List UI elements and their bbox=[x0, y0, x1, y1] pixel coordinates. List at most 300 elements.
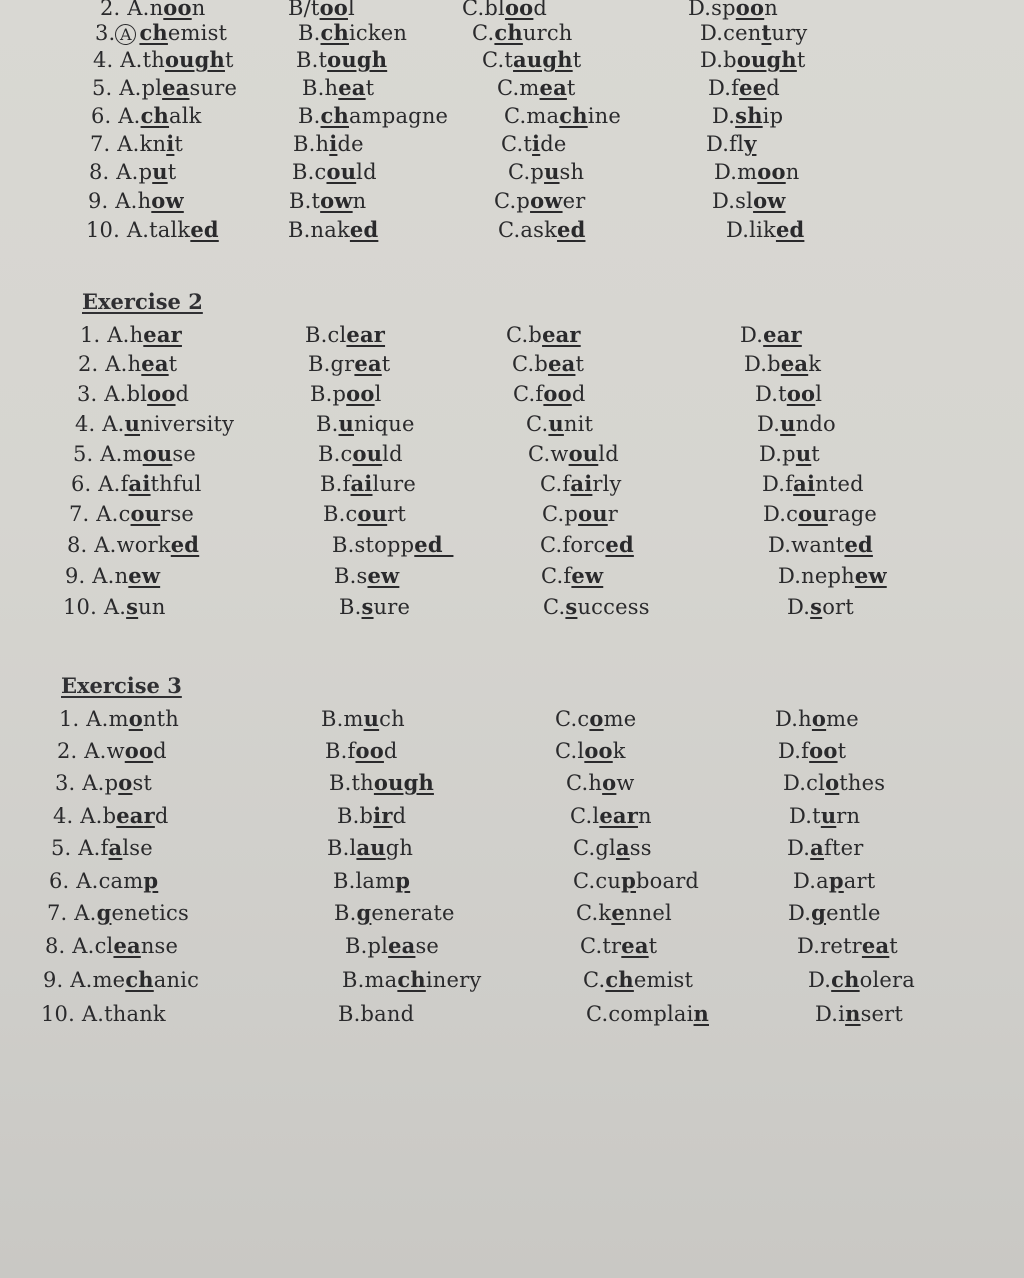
answer-option bbox=[302, 74, 374, 102]
exercise-1-item-row bbox=[0, 74, 1024, 104]
underlined-sound: ear bbox=[346, 322, 386, 347]
underlined-sound: ou bbox=[798, 501, 828, 526]
exercise-1-item-row bbox=[0, 19, 1024, 49]
option-label: C. bbox=[497, 76, 520, 100]
word-part: t bbox=[365, 76, 375, 100]
option-label: C. bbox=[526, 412, 549, 436]
word-part: a bbox=[816, 869, 829, 893]
answer-option bbox=[712, 102, 783, 130]
word-part: p bbox=[104, 771, 119, 795]
word-part: h bbox=[137, 189, 152, 213]
word-part: b bbox=[102, 804, 117, 828]
word-part: t bbox=[167, 160, 177, 184]
exercise-2-item-row bbox=[0, 562, 1024, 592]
option-label: B. bbox=[334, 901, 357, 925]
answer-option bbox=[555, 737, 626, 765]
option-label: B. bbox=[329, 771, 352, 795]
word-part: sert bbox=[860, 1002, 904, 1026]
underlined-sound: ou bbox=[326, 159, 357, 184]
underlined-sound: u bbox=[548, 411, 564, 436]
option-label: C. bbox=[501, 132, 524, 156]
word-part: alk bbox=[169, 104, 202, 128]
underlined-sound: ed bbox=[170, 532, 200, 557]
option-label: D. bbox=[789, 804, 813, 828]
option-label: 1. A. bbox=[59, 707, 109, 731]
answer-option bbox=[69, 500, 194, 528]
option-label: C. bbox=[583, 968, 606, 992]
option-label: 3. A. bbox=[77, 382, 127, 406]
option-label: B. bbox=[339, 595, 362, 619]
word-part: thes bbox=[839, 771, 886, 795]
option-label: D. bbox=[815, 1002, 839, 1026]
option-label: C. bbox=[498, 218, 521, 242]
answer-option bbox=[778, 562, 887, 590]
underlined-sound: sh bbox=[735, 103, 763, 128]
underlined-sound: ed_ bbox=[414, 532, 454, 557]
word-part: t bbox=[310, 0, 320, 20]
word-part: th bbox=[351, 771, 374, 795]
option-label: 6. A. bbox=[71, 472, 121, 496]
underlined-sound: ea bbox=[338, 75, 366, 100]
exercise-1-item-row bbox=[0, 46, 1024, 76]
word-part: nique bbox=[353, 412, 415, 436]
option-label: B. bbox=[334, 564, 357, 588]
word-part: olera bbox=[859, 968, 915, 992]
word-part: urch bbox=[522, 21, 573, 45]
answer-option bbox=[526, 410, 593, 438]
answer-option bbox=[63, 593, 166, 621]
underlined-sound: ea bbox=[141, 351, 169, 376]
option-label: 4. A. bbox=[75, 412, 125, 436]
option-label: D. bbox=[762, 472, 786, 496]
answer-option bbox=[759, 440, 820, 468]
word-part: t bbox=[381, 352, 391, 376]
word-part: c bbox=[314, 160, 327, 184]
word-part: pl bbox=[367, 934, 389, 958]
option-label: C. bbox=[555, 739, 578, 763]
option-label: D. bbox=[757, 412, 781, 436]
word-part: d bbox=[383, 739, 398, 763]
underlined-sound: ir bbox=[373, 803, 393, 828]
answer-option bbox=[808, 966, 915, 994]
option-label: 4. A. bbox=[53, 804, 103, 828]
underlined-sound: ow bbox=[151, 188, 184, 213]
word-part: t bbox=[504, 48, 514, 72]
answer-option bbox=[712, 187, 786, 215]
underlined-sound: oo bbox=[735, 0, 765, 20]
word-part: t bbox=[168, 352, 178, 376]
word-part: sure bbox=[189, 76, 238, 100]
word-part: gr bbox=[330, 352, 355, 376]
option-label: B. bbox=[289, 189, 312, 213]
underlined-sound: ch bbox=[831, 967, 860, 992]
word-part: niversity bbox=[140, 412, 235, 436]
underlined-sound: p bbox=[828, 868, 844, 893]
answer-option bbox=[498, 216, 585, 244]
word-part: b bbox=[534, 352, 549, 376]
word-part: rly bbox=[592, 472, 622, 496]
option-label: D. bbox=[787, 836, 811, 860]
word-part: lik bbox=[749, 218, 776, 242]
option-label: 10. A. bbox=[86, 218, 150, 242]
word-part: f bbox=[562, 472, 571, 496]
word-part: ury bbox=[771, 21, 808, 45]
underlined-sound: ed bbox=[844, 532, 873, 557]
option-label: D. bbox=[759, 442, 783, 466]
answer-option bbox=[332, 531, 453, 559]
underlined-sound: ear bbox=[116, 803, 155, 828]
word-part: inery bbox=[425, 968, 482, 992]
word-part: w bbox=[550, 442, 569, 466]
word-part: nnel bbox=[624, 901, 672, 925]
underlined-sound: oo bbox=[584, 738, 613, 763]
answer-option bbox=[763, 500, 877, 528]
underlined-sound: ough bbox=[327, 47, 388, 72]
option-label: 4. A. bbox=[93, 48, 143, 72]
underlined-sound: ch bbox=[140, 103, 170, 128]
answer-option bbox=[570, 802, 652, 830]
word-part: n bbox=[785, 160, 800, 184]
word-part: t bbox=[174, 132, 184, 156]
exercise-3-item-row bbox=[0, 705, 1024, 735]
exercise-3-item-row bbox=[0, 737, 1024, 767]
answer-option bbox=[708, 74, 780, 102]
option-label: D. bbox=[744, 352, 768, 376]
answer-option bbox=[512, 350, 584, 378]
answer-option bbox=[787, 834, 863, 862]
underlined-sound: oo bbox=[786, 381, 816, 406]
answer-option bbox=[788, 899, 881, 927]
word-part: cl bbox=[94, 934, 114, 958]
answer-option bbox=[744, 350, 821, 378]
underlined-sound: ear bbox=[599, 803, 638, 828]
option-label: D. bbox=[706, 132, 730, 156]
underlined-sound: n bbox=[845, 1001, 861, 1026]
underlined-sound: ea bbox=[621, 933, 649, 958]
underlined-sound: ow bbox=[753, 188, 786, 213]
word-part: b bbox=[359, 804, 374, 828]
option-label: B. bbox=[338, 1002, 361, 1026]
option-label: 7. A. bbox=[47, 901, 97, 925]
option-label: 8. A. bbox=[67, 533, 117, 557]
option-label: C. bbox=[540, 533, 563, 557]
underlined-sound: ch bbox=[559, 103, 588, 128]
answer-option bbox=[542, 500, 618, 528]
word-part: retr bbox=[820, 934, 862, 958]
word-part: t bbox=[889, 934, 898, 958]
word-part: ss bbox=[629, 836, 652, 860]
option-label: B. bbox=[293, 132, 316, 156]
underlined-sound: o bbox=[118, 770, 133, 795]
underlined-sound: u bbox=[124, 411, 141, 436]
exercise-3-item-row bbox=[0, 966, 1024, 996]
underlined-sound: ough bbox=[373, 770, 434, 795]
option-label: D. bbox=[793, 869, 817, 893]
option-label: C. bbox=[504, 104, 527, 128]
word-part: rse bbox=[160, 502, 195, 526]
word-part: p bbox=[782, 442, 796, 466]
answer-option bbox=[310, 380, 382, 408]
answer-option bbox=[339, 593, 410, 621]
underlined-sound: oo bbox=[355, 738, 384, 763]
answer-option bbox=[513, 380, 585, 408]
answer-option bbox=[292, 158, 377, 186]
answer-option bbox=[298, 19, 407, 47]
word-part: enerate bbox=[371, 901, 455, 925]
word-part: f bbox=[785, 472, 794, 496]
answer-option bbox=[318, 440, 403, 468]
answer-option bbox=[86, 216, 219, 244]
underlined-sound: ow bbox=[320, 188, 353, 213]
answer-option bbox=[90, 130, 183, 158]
word-part: p bbox=[530, 160, 545, 184]
word-part: d bbox=[392, 804, 407, 828]
word-part: h bbox=[588, 771, 603, 795]
word-part: art bbox=[843, 869, 876, 893]
word-part: c bbox=[345, 502, 358, 526]
word-part: icken bbox=[348, 21, 408, 45]
word-part: l bbox=[577, 739, 585, 763]
underlined-sound: g bbox=[356, 900, 372, 925]
answer-option bbox=[541, 562, 603, 590]
word-part: rt bbox=[387, 502, 407, 526]
word-part: p bbox=[332, 382, 347, 406]
underlined-sound: p bbox=[621, 868, 636, 893]
word-part: c bbox=[118, 502, 131, 526]
exercise-3-item-row bbox=[0, 834, 1024, 864]
word-part: forc bbox=[562, 533, 606, 557]
word-part: gl bbox=[595, 836, 616, 860]
underlined-sound: ch bbox=[397, 967, 426, 992]
word-part: ndo bbox=[795, 412, 836, 436]
exercise-2-item-row bbox=[0, 410, 1024, 440]
underlined-sound: oo bbox=[147, 381, 176, 406]
underlined-sound: u bbox=[820, 803, 837, 828]
answer-option bbox=[334, 562, 399, 590]
word-part: d bbox=[766, 76, 780, 100]
option-label: C. bbox=[566, 771, 589, 795]
answer-option bbox=[508, 158, 584, 186]
exercise-2-item-row bbox=[0, 440, 1024, 470]
answer-option bbox=[47, 899, 189, 927]
word-part: entle bbox=[826, 901, 881, 925]
answer-option bbox=[482, 46, 581, 74]
word-part: l bbox=[347, 0, 355, 20]
option-label: B. bbox=[296, 48, 319, 72]
option-label: 7. A. bbox=[90, 132, 140, 156]
word-part: h bbox=[315, 132, 330, 156]
underlined-sound: ew bbox=[128, 563, 161, 588]
answer-option bbox=[783, 769, 885, 797]
underlined-sound: i bbox=[329, 131, 338, 156]
option-label: B. bbox=[292, 160, 315, 184]
option-label: B. bbox=[302, 76, 325, 100]
answer-option bbox=[337, 802, 406, 830]
word-part: nit bbox=[563, 412, 594, 436]
option-label: C. bbox=[512, 352, 535, 376]
underlined-sound: ai bbox=[128, 471, 151, 496]
underlined-sound: s bbox=[361, 594, 374, 619]
answer-option bbox=[95, 19, 227, 47]
option-label: B. bbox=[342, 968, 365, 992]
answer-option bbox=[77, 380, 189, 408]
underlined-sound: ch bbox=[139, 20, 168, 45]
underlined-sound: ough bbox=[736, 47, 797, 72]
option-label: B. bbox=[345, 934, 368, 958]
underlined-sound: t bbox=[761, 20, 772, 45]
word-part: ma bbox=[364, 968, 398, 992]
exercise-1-item-row bbox=[0, 216, 1024, 246]
answer-option bbox=[566, 769, 635, 797]
exercise-2-item-row bbox=[0, 350, 1024, 380]
word-part: k bbox=[598, 901, 612, 925]
option-label: B. bbox=[318, 442, 341, 466]
option-label: 2. A. bbox=[57, 739, 107, 763]
word-part: f bbox=[801, 739, 810, 763]
underlined-sound: g bbox=[96, 900, 112, 925]
word-part: ld bbox=[598, 442, 619, 466]
exercise-3-item-row bbox=[0, 932, 1024, 962]
word-part: d bbox=[154, 804, 169, 828]
word-part: i bbox=[838, 1002, 846, 1026]
word-part: m bbox=[343, 707, 364, 731]
underlined-sound: y bbox=[744, 131, 757, 156]
option-label: C. bbox=[542, 502, 565, 526]
word-part: ch bbox=[379, 707, 405, 731]
answer-option bbox=[726, 216, 804, 244]
word-part: cl bbox=[327, 323, 347, 347]
underlined-sound: ea bbox=[861, 933, 890, 958]
answer-option bbox=[583, 966, 693, 994]
option-label: B. bbox=[305, 323, 328, 347]
underlined-sound: u bbox=[363, 706, 380, 731]
word-part: emist bbox=[633, 968, 694, 992]
word-part: c bbox=[786, 502, 799, 526]
exercise-2-item-row bbox=[0, 531, 1024, 561]
exercise-2-item-row bbox=[0, 470, 1024, 500]
answer-option bbox=[320, 470, 416, 498]
underlined-sound: u bbox=[795, 441, 812, 466]
word-part: r bbox=[607, 502, 618, 526]
underlined-sound: ear bbox=[143, 322, 182, 347]
option-label: D. bbox=[755, 382, 779, 406]
underlined-sound: ear bbox=[542, 322, 581, 347]
selection-slash-mark: / bbox=[303, 0, 311, 20]
word-part: w bbox=[616, 771, 635, 795]
exercise-1-item-row bbox=[0, 130, 1024, 160]
word-part: p bbox=[564, 502, 579, 526]
word-part: d bbox=[571, 382, 586, 406]
option-label: 8. A. bbox=[45, 934, 95, 958]
word-part: b bbox=[767, 352, 781, 376]
word-part: ip bbox=[762, 104, 784, 128]
word-part: complai bbox=[608, 1002, 694, 1026]
word-part: fter bbox=[823, 836, 864, 860]
word-part: board bbox=[635, 869, 700, 893]
answer-option bbox=[740, 321, 802, 349]
circled-answer-mark: A bbox=[115, 24, 136, 45]
option-label: D. bbox=[783, 771, 807, 795]
underlined-sound: a bbox=[810, 835, 824, 860]
option-label: 9. A. bbox=[88, 189, 138, 213]
word-part: s bbox=[356, 564, 368, 588]
word-part: work bbox=[116, 533, 171, 557]
option-label: C. bbox=[506, 323, 529, 347]
word-part: nak bbox=[310, 218, 350, 242]
word-part: p bbox=[516, 189, 531, 213]
option-label: 8. A. bbox=[89, 160, 139, 184]
answer-option bbox=[504, 102, 621, 130]
word-part: l bbox=[815, 382, 823, 406]
option-label: D. bbox=[714, 160, 738, 184]
option-label: C. bbox=[508, 160, 531, 184]
word-part: me bbox=[92, 968, 126, 992]
word-part: ma bbox=[526, 104, 560, 128]
underlined-sound: ow bbox=[530, 188, 563, 213]
word-part: pl bbox=[141, 76, 163, 100]
exercise-3-item-row bbox=[0, 867, 1024, 897]
underlined-sound: ch bbox=[494, 20, 523, 45]
answer-option bbox=[586, 1000, 709, 1028]
option-label: B. bbox=[288, 218, 311, 242]
underlined-sound: u bbox=[544, 159, 560, 184]
word-part: cl bbox=[806, 771, 826, 795]
option-label: D. bbox=[788, 901, 812, 925]
answer-option bbox=[65, 562, 160, 590]
option-label: D. bbox=[808, 968, 832, 992]
option-label: B. bbox=[337, 804, 360, 828]
underlined-sound: a bbox=[615, 835, 630, 860]
word-part: l bbox=[592, 804, 600, 828]
underlined-sound: o bbox=[811, 706, 827, 731]
underlined-sound: e bbox=[611, 900, 625, 925]
answer-option bbox=[334, 899, 455, 927]
underlined-sound: ed bbox=[557, 217, 586, 242]
option-label: C. bbox=[573, 869, 596, 893]
answer-option bbox=[700, 19, 807, 47]
word-part: emist bbox=[167, 21, 228, 45]
answer-option bbox=[296, 46, 387, 74]
underlined-sound: u bbox=[152, 159, 168, 184]
option-label: C. bbox=[541, 564, 564, 588]
underlined-sound: ea bbox=[780, 351, 809, 376]
option-label: 5. A. bbox=[51, 836, 101, 860]
answer-option bbox=[67, 531, 199, 559]
option-label: B. bbox=[316, 412, 339, 436]
answer-option bbox=[576, 899, 672, 927]
answer-option bbox=[75, 410, 234, 438]
option-label: D. bbox=[763, 502, 787, 526]
option-label: C. bbox=[576, 901, 599, 925]
exercise-1-item-row bbox=[0, 158, 1024, 188]
word-part: t bbox=[837, 739, 847, 763]
answer-option bbox=[80, 321, 182, 349]
option-label: C. bbox=[540, 472, 563, 496]
underlined-sound: i bbox=[532, 131, 541, 156]
underlined-sound: oo bbox=[124, 738, 154, 763]
word-part: nted bbox=[815, 472, 864, 496]
underlined-sound: oo bbox=[504, 0, 534, 20]
answer-option bbox=[59, 705, 179, 733]
answer-option bbox=[327, 834, 413, 862]
option-label: 9. A. bbox=[65, 564, 115, 588]
word-part: b bbox=[723, 48, 737, 72]
underlined-sound: oo bbox=[757, 159, 786, 184]
answer-option bbox=[757, 410, 836, 438]
underlined-sound: ew bbox=[854, 563, 887, 588]
answer-option bbox=[49, 867, 158, 895]
answer-option bbox=[53, 802, 169, 830]
